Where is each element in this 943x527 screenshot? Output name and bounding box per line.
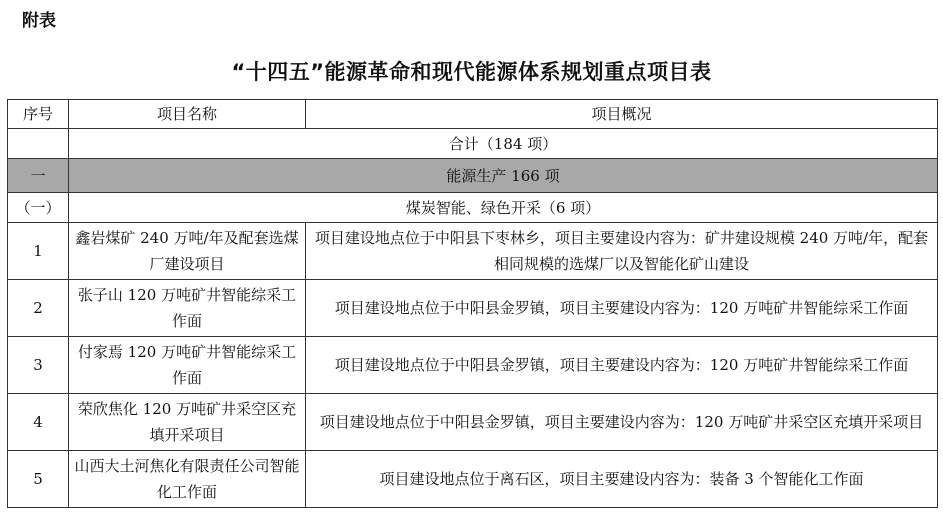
table-title: “十四五”能源革命和现代能源体系规划重点项目表: [231, 60, 712, 84]
row-desc: 项目建设地点位于中阳县金罗镇，项目主要建设内容为：120 万吨矿井采空区充填开采项目: [306, 394, 938, 451]
table-row: [8, 223, 938, 280]
row-no: 3: [8, 337, 69, 394]
total-row: [8, 129, 938, 159]
section-label: 能源生产 166 项: [69, 159, 938, 193]
row-name: 鑫岩煤矿 240 万吨/年及配套选煤厂建设项目: [69, 223, 306, 280]
row-desc: 项目建设地点位于中阳县金罗镇，项目主要建设内容为：120 万吨矿井智能综采工作面: [306, 280, 938, 337]
table-row: [8, 394, 938, 451]
total-no-cell: [8, 129, 69, 159]
header-overview: 项目概况: [306, 100, 938, 129]
row-desc: 项目建设地点位于中阳县下枣林乡，项目主要建设内容为：矿井建设规模 240 万吨/年，配套相同规模的选煤厂以及智能化矿山建设: [306, 223, 938, 280]
header-no: 序号: [8, 100, 69, 129]
row-no: 4: [8, 394, 69, 451]
subsection-no: （一）: [8, 193, 69, 223]
subsection-label: 煤炭智能、绿色开采（6 项）: [69, 193, 938, 223]
subsection-row: [8, 193, 938, 223]
row-name: 荣欣焦化 120 万吨矿井采空区充填开采项目: [69, 394, 306, 451]
table-row: [8, 280, 938, 337]
row-desc: 项目建设地点位于离石区，项目主要建设内容为：装备 3 个智能化工作面: [306, 451, 938, 508]
row-name: 付家焉 120 万吨矿井智能综采工作面: [69, 337, 306, 394]
table-row: [8, 337, 938, 394]
row-desc: 项目建设地点位于中阳县金罗镇，项目主要建设内容为：120 万吨矿井智能综采工作面: [306, 337, 938, 394]
projects-table: [7, 99, 938, 508]
row-no: 5: [8, 451, 69, 508]
row-name: 张子山 120 万吨矿井智能综采工作面: [69, 280, 306, 337]
section-no: 一: [8, 159, 69, 193]
appendix-label: 附表: [22, 11, 56, 31]
section-row: [8, 159, 938, 193]
table-header-row: [8, 100, 938, 129]
row-no: 2: [8, 280, 69, 337]
row-name: 山西大土河焦化有限责任公司智能化工作面: [69, 451, 306, 508]
row-no: 1: [8, 223, 69, 280]
total-label: 合计（184 项）: [69, 129, 938, 159]
header-name: 项目名称: [69, 100, 306, 129]
table-row: [8, 451, 938, 508]
